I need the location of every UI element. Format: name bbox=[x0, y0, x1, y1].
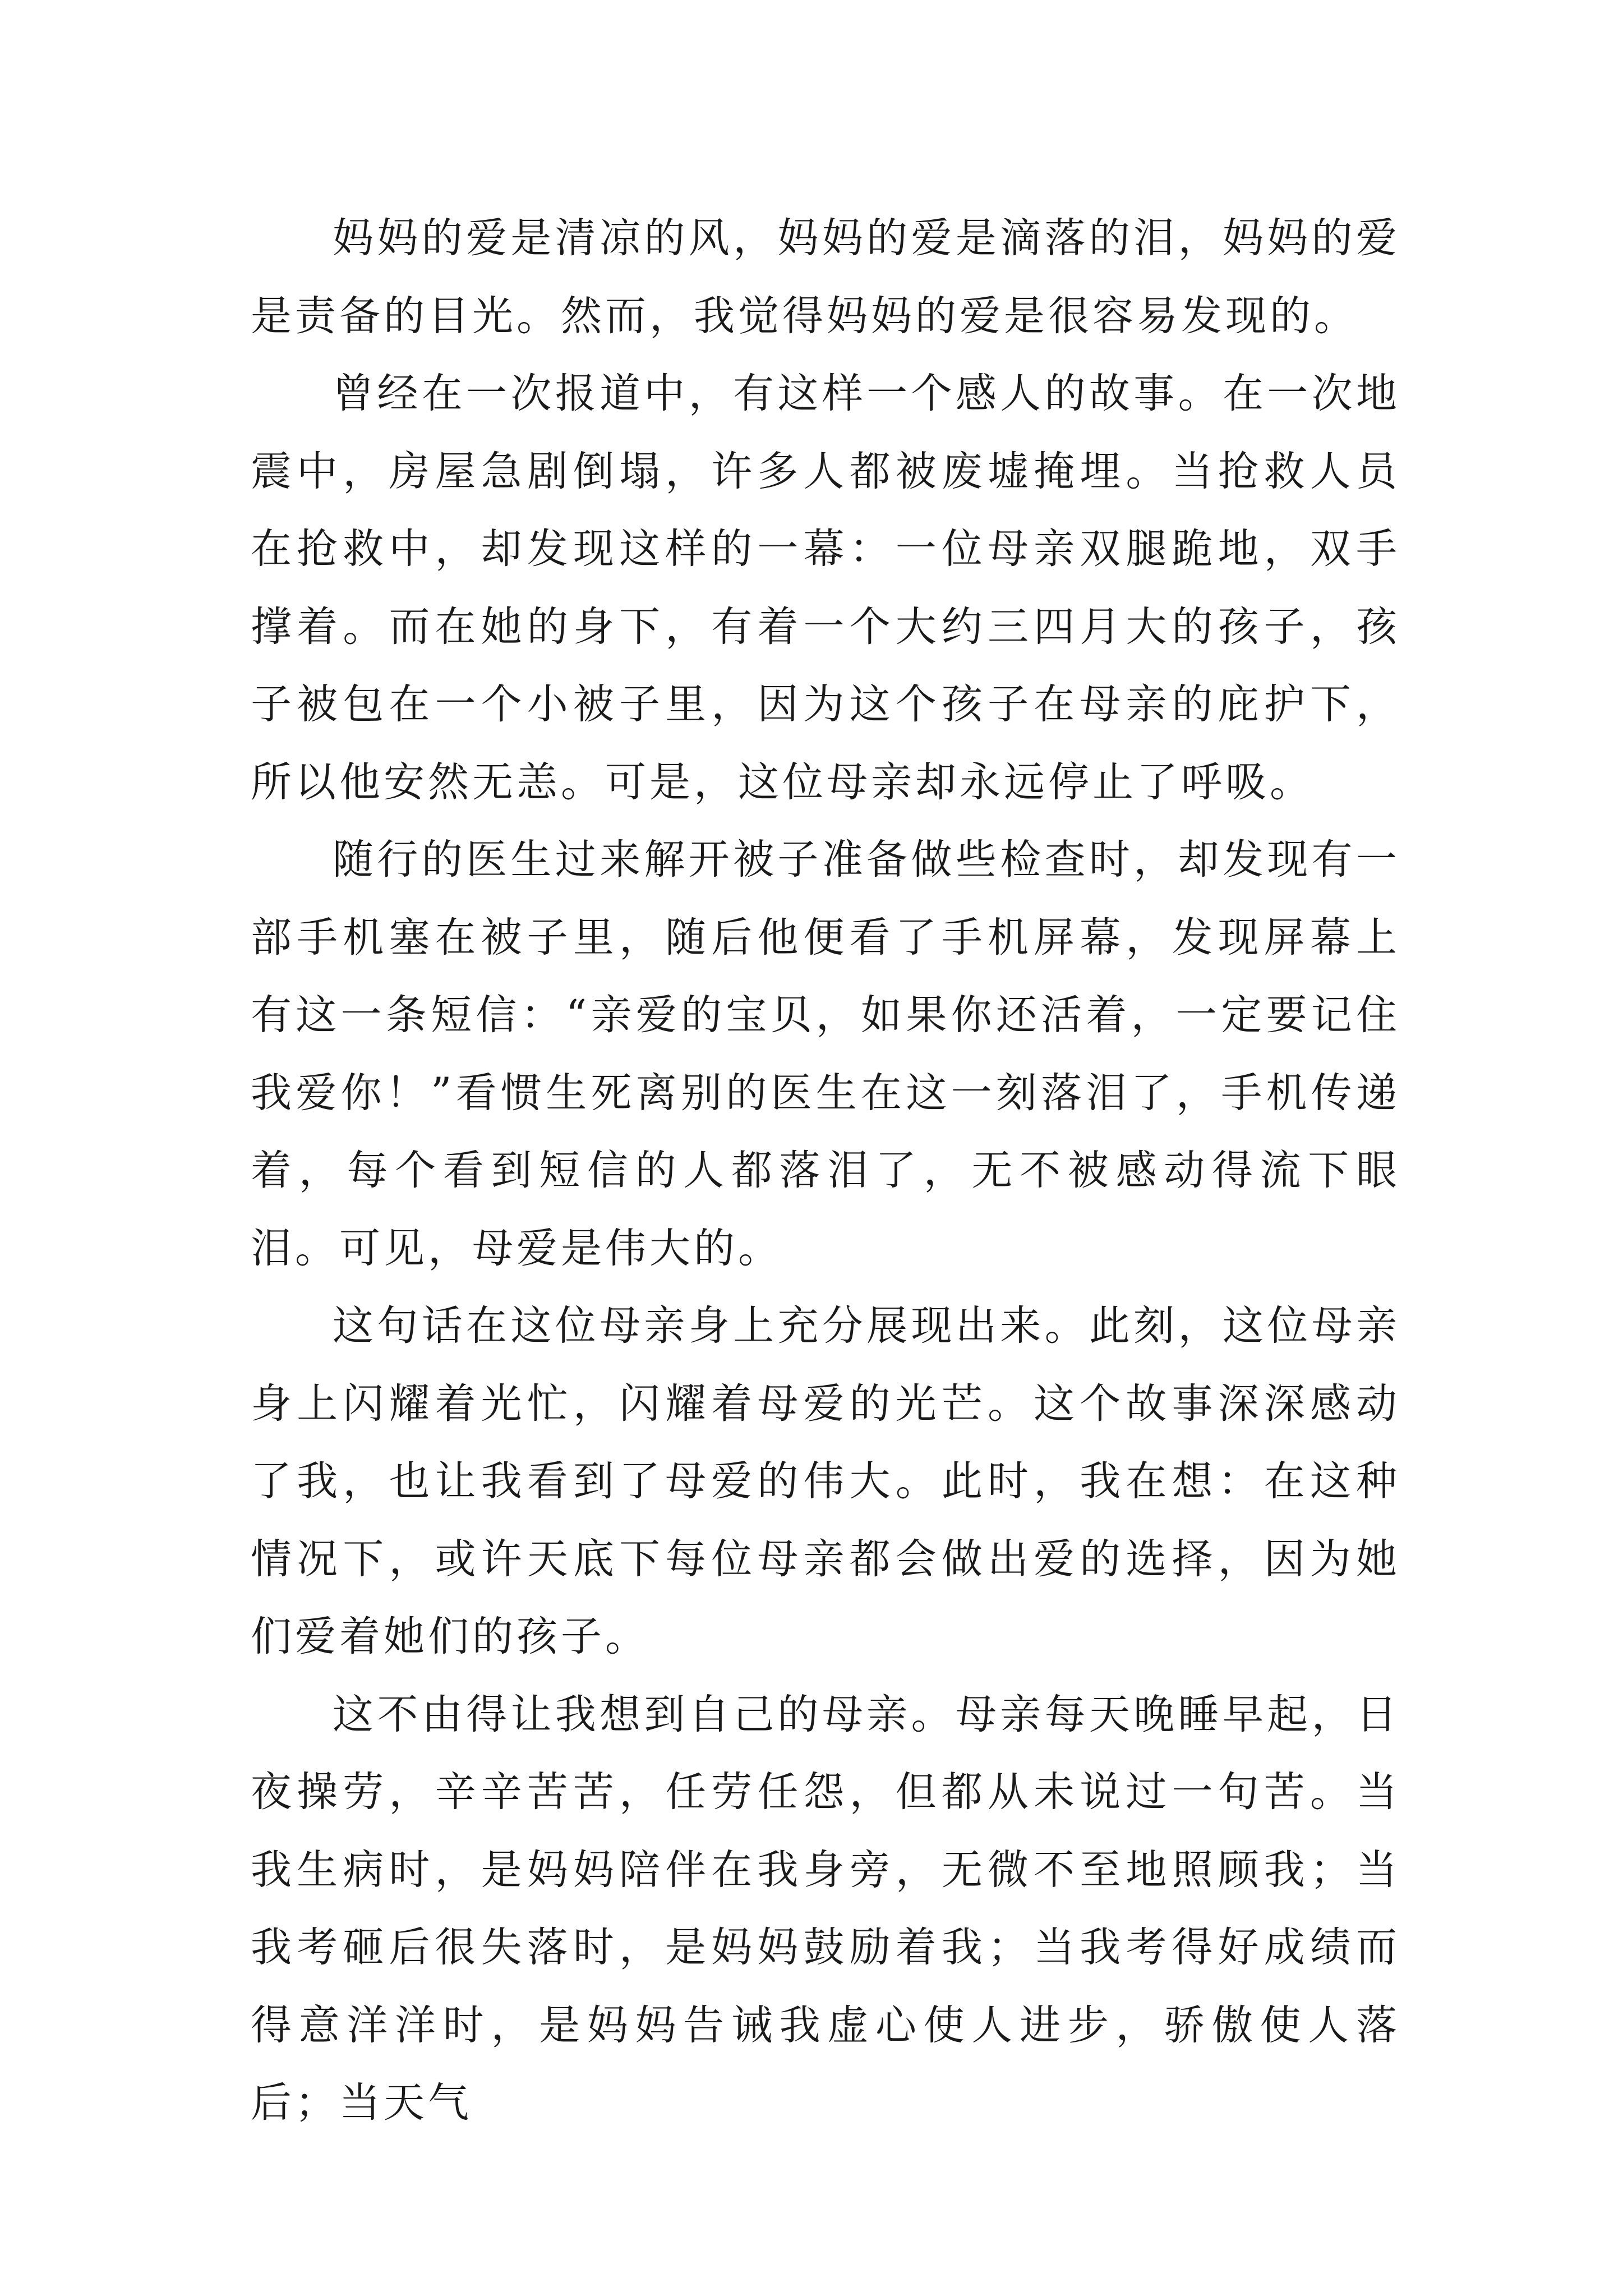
paragraph-5: 这不由得让我想到自己的母亲。母亲每天晚睡早起，日夜操劳，辛辛苦苦，任劳任怨，但都从未说过一句苦。当我生病时，是妈妈陪伴在我身旁，无微不至地照顾我；当我考砸后很失落时，是妈妈鼓励着我；当我考得好成绩而得意洋洋时，是妈妈告诫我虚心使人进步，骄傲使人落后；当天气 bbox=[251, 1690, 1400, 2127]
paragraph-1: 妈妈的爱是清凉的风，妈妈的爱是滴落的泪，妈妈的爱是责备的目光。然而，我觉得妈妈的爱是很容易发现的。 bbox=[251, 214, 1400, 340]
paragraph-2: 曾经在一次报道中，有这样一个感人的故事。在一次地震中，房屋急剧倒塌，许多人都被废墟掩埋。当抢救人员在抢救中，却发现这样的一幕：一位母亲双腿跪地，双手撑着。而在她的身下，有着一个大约三四月大的孩子，孩子被包在一个小被子里，因为这个孩子在母亲的庇护下，所以他安然无恙。可是，这位母亲却永远停止了呼吸。 bbox=[251, 370, 1400, 806]
body-text bbox=[251, 200, 1400, 2142]
paragraph-3: 随行的医生过来解开被子准备做些检查时，却发现有一部手机塞在被子里，随后他便看了手机屏幕，发现屏幕上有这一条短信：“亲爱的宝贝，如果你还活着，一定要记住我爱你！”看惯生死离别的医生在这一刻落泪了，手机传递着，每个看到短信的人都落泪了，无不被感动得流下眼泪。可见，母爱是伟大的。 bbox=[251, 836, 1400, 1272]
paragraph-4: 这句话在这位母亲身上充分展现出来。此刻，这位母亲身上闪耀着光忙，闪耀着母爱的光芒。这个故事深深感动了我，也让我看到了母爱的伟大。此时，我在想：在这种情况下，或许天底下每位母亲都会做出爱的选择，因为她们爱着她们的孩子。 bbox=[251, 1302, 1400, 1660]
